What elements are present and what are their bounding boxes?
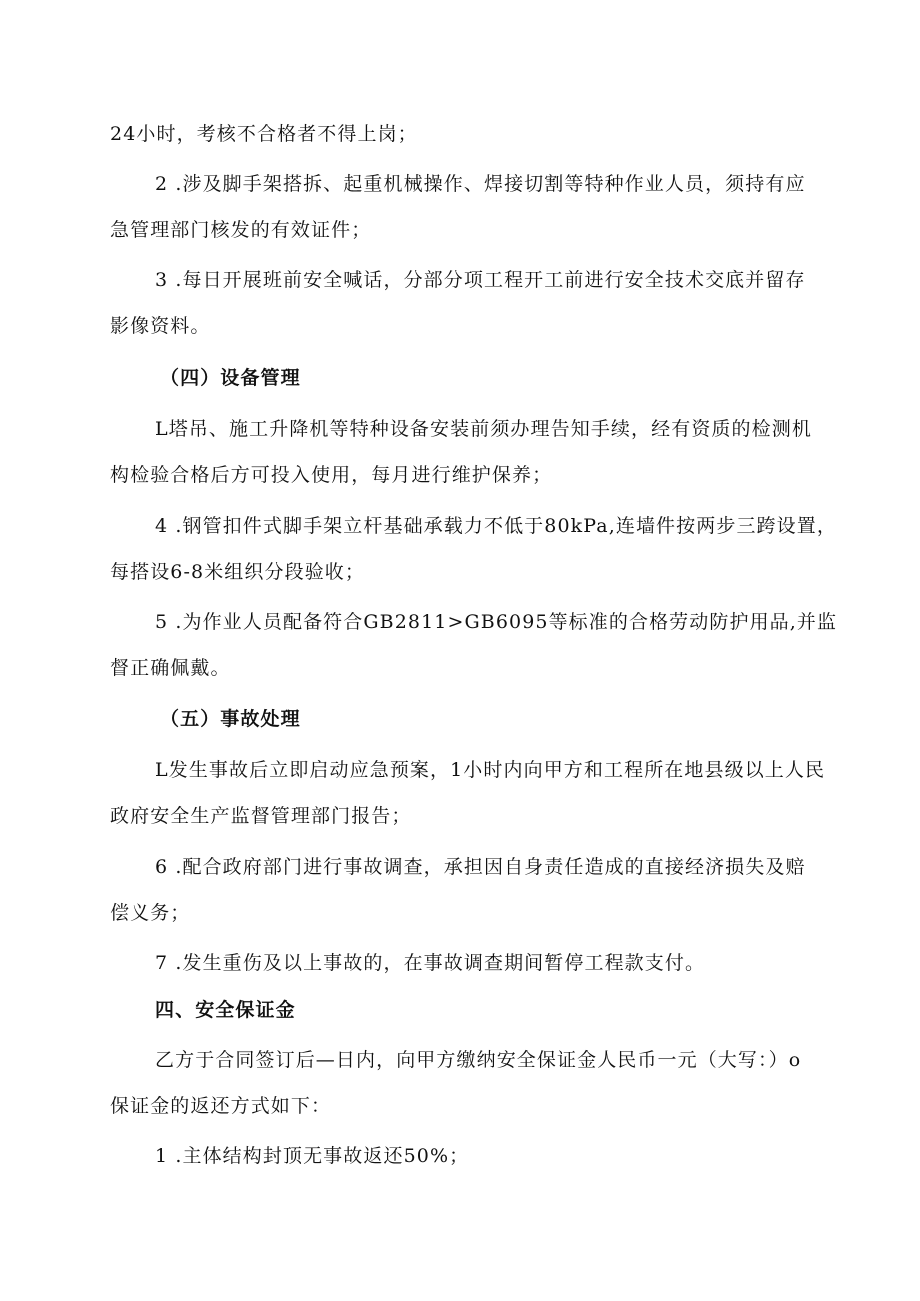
list-item-6-line-1: 6 .配合政府部门进行事故调查，承担因自身责任造成的直接经济损失及赔 <box>155 856 806 878</box>
section-heading-deposit: 四、安全保证金 <box>155 999 296 1021</box>
list-item-6-line-2: 偿义务； <box>110 902 191 924</box>
list-item-2-line-2: 急管理部门核发的有效证件； <box>110 219 372 241</box>
deposit-item-1: 1 .主体结构封顶无事故返还50%； <box>155 1145 470 1167</box>
list-item-2-line-1: 2 .涉及脚手架搭拆、起重机械操作、焊接切割等特种作业人员，须持有应 <box>155 173 806 195</box>
accident-item-1-line-1: L发生事故后立即启动应急预案，1小时内向甲方和工程所在地县级以上人民 <box>155 759 826 781</box>
list-item-3-line-1: 3 .每日开展班前安全喊话，分部分项工程开工前进行安全技术交底并留存 <box>155 269 806 291</box>
section-heading-accident: （五）事故处理 <box>160 708 301 730</box>
list-item-4-line-1: 4 .钢管扣件式脚手架立杆基础承载力不低于80kPa,连墙件按两步三跨设置， <box>155 515 837 537</box>
text-line: 24小时，考核不合格者不得上岗； <box>110 123 418 145</box>
deposit-paragraph-line-1: 乙方于合同签订后—日内，向甲方缴纳安全保证金人民币一元（大写：）o <box>155 1049 802 1071</box>
list-item-5-line-2: 督正确佩戴。 <box>110 657 231 679</box>
deposit-paragraph-line-2: 保证金的返还方式如下： <box>110 1095 332 1117</box>
list-item-3-line-2: 影像资料。 <box>110 315 211 337</box>
section-heading-equipment: （四）设备管理 <box>160 367 301 389</box>
list-item-7: 7 .发生重伤及以上事故的，在事故调查期间暂停工程款支付。 <box>155 952 706 974</box>
equipment-item-1-line-2: 构检验合格后方可投入使用，每月进行维护保养； <box>110 464 553 486</box>
list-item-5-line-1: 5 .为作业人员配备符合GB2811>GB6095等标准的合格劳动防护用品,并监 <box>155 611 838 633</box>
equipment-item-1-line-1: L塔吊、施工升降机等特种设备安装前须办理告知手续，经有资质的检测机 <box>155 418 812 440</box>
list-item-4-line-2: 每搭设6-8米组织分段验收； <box>110 561 365 583</box>
accident-item-1-line-2: 政府安全生产监督管理部门报告； <box>110 805 412 827</box>
